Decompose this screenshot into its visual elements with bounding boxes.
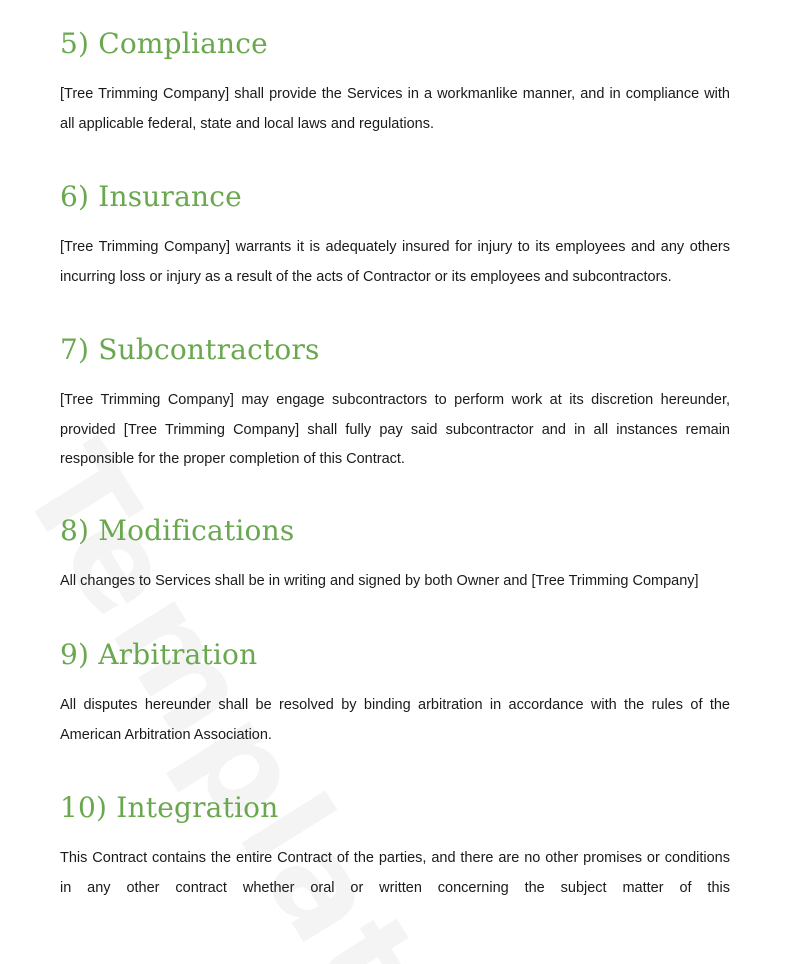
section-subcontractors	[60, 334, 730, 475]
section-heading: 9) Arbitration	[60, 638, 258, 671]
section-insurance	[60, 181, 730, 292]
section-body: [Tree Trimming Company] may engage subcontractors to perform work at its discretion hereunder, provided [Tree Trimming Company] shall fully pay said subcontractor and in all instances remain responsible for the proper completion of this Contract.	[60, 392, 730, 467]
section-modifications	[60, 515, 730, 597]
section-compliance	[60, 28, 730, 139]
section-body: [Tree Trimming Company] warrants it is adequately insured for injury to its employees and any others incurring loss or injury as a result of the acts of Contractor or its employees and subcontractors.	[60, 239, 730, 285]
section-body: [Tree Trimming Company] shall provide the Services in a workmanlike manner, and in compliance with all applicable federal, state and local laws and regulations.	[60, 86, 730, 132]
section-arbitration	[60, 639, 730, 750]
section-heading: 10) Integration	[60, 791, 279, 824]
section-heading: 7) Subcontractors	[60, 333, 320, 366]
section-heading: 5) Compliance	[60, 27, 268, 60]
section-body: This Contract contains the entire Contract of the parties, and there are no other promises or conditions in any other contract whether oral or written concerning the subject matter of this	[60, 850, 730, 896]
section-heading: 6) Insurance	[60, 180, 242, 213]
section-integration	[60, 792, 730, 903]
section-body: All changes to Services shall be in writing and signed by both Owner and [Tree Trimming Company]	[60, 573, 699, 589]
section-body: All disputes hereunder shall be resolved by binding arbitration in accordance with the rules of the American Arbitration Association.	[60, 697, 730, 743]
section-heading: 8) Modifications	[60, 514, 295, 547]
